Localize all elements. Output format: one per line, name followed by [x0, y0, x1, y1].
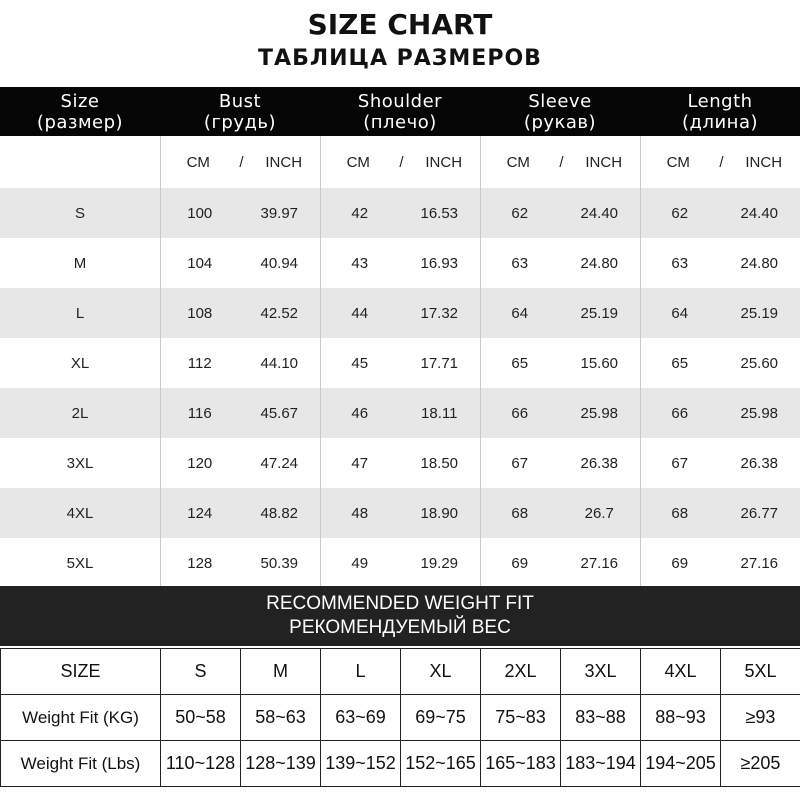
bust-cm: 104 [187, 254, 213, 272]
column-header [0, 87, 160, 136]
length-cell [640, 488, 800, 538]
bust-cell [160, 188, 320, 238]
sleeve-cm: 66 [511, 404, 529, 422]
weight-cell: 69~75 [401, 695, 481, 741]
bust-inch: 45.67 [260, 404, 299, 422]
shoulder-inch: 16.93 [420, 254, 459, 272]
shoulder-cell [320, 488, 480, 538]
weight-cell: 110~128 [161, 741, 241, 787]
weight-fit-header [0, 586, 800, 646]
column-header-ru: (длина) [682, 111, 758, 133]
shoulder-cell [320, 288, 480, 338]
unit-cell [480, 136, 640, 188]
table-row [0, 438, 800, 488]
bust-inch: 48.82 [260, 504, 299, 522]
length-inch: 25.19 [740, 304, 779, 322]
weight-row-lbs [1, 741, 800, 787]
unit-cm: CM [666, 153, 690, 171]
weight-cell: M [241, 649, 321, 695]
table-row [0, 188, 800, 238]
table-row [0, 388, 800, 438]
sleeve-cm: 69 [511, 554, 529, 572]
length-cell [640, 538, 800, 588]
column-header-en: Size [60, 90, 100, 112]
sleeve-cell [480, 438, 640, 488]
column-header [160, 87, 320, 136]
bust-cell [160, 288, 320, 338]
shoulder-cell [320, 438, 480, 488]
sleeve-cm: 62 [511, 204, 529, 222]
length-cm: 64 [671, 304, 689, 322]
bust-cell [160, 338, 320, 388]
bust-cell [160, 538, 320, 588]
shoulder-inch: 18.50 [420, 454, 459, 472]
table-row [0, 488, 800, 538]
bust-inch: 44.10 [260, 354, 299, 372]
bust-cell [160, 438, 320, 488]
length-inch: 25.98 [740, 404, 779, 422]
sleeve-inch: 25.19 [580, 304, 619, 322]
weight-row-label: SIZE [1, 649, 161, 695]
unit-cm: CM [506, 153, 530, 171]
unit-inch: INCH [425, 153, 463, 171]
unit-inch: INCH [745, 153, 783, 171]
length-inch: 25.60 [740, 354, 779, 372]
sleeve-inch: 24.40 [580, 204, 619, 222]
shoulder-cell [320, 238, 480, 288]
weight-cell: S [161, 649, 241, 695]
size-label: 5XL [66, 554, 94, 572]
weight-cell: 83~88 [561, 695, 641, 741]
table-row [0, 338, 800, 388]
weight-cell: 88~93 [641, 695, 721, 741]
weight-cell: 165~183 [481, 741, 561, 787]
sleeve-cell [480, 238, 640, 288]
sleeve-inch: 24.80 [580, 254, 619, 272]
bust-inch: 42.52 [260, 304, 299, 322]
length-inch: 26.77 [740, 504, 779, 522]
sleeve-cm: 65 [511, 354, 529, 372]
weight-cell: 4XL [641, 649, 721, 695]
shoulder-cell [320, 538, 480, 588]
size-label: S [74, 204, 85, 222]
shoulder-cm: 47 [351, 454, 369, 472]
column-header-en: Bust [218, 90, 262, 112]
weight-fit-table [0, 648, 800, 787]
size-label: 3XL [66, 454, 94, 472]
bust-cm: 112 [187, 354, 212, 372]
length-cell [640, 438, 800, 488]
bust-inch: 50.39 [260, 554, 299, 572]
weight-cell: 194~205 [641, 741, 721, 787]
bust-cm: 124 [187, 504, 213, 522]
sleeve-cell [480, 338, 640, 388]
shoulder-cell [320, 388, 480, 438]
unit-cm: CM [346, 153, 370, 171]
shoulder-cm: 46 [351, 404, 369, 422]
weight-cell: 50~58 [161, 695, 241, 741]
column-header [480, 87, 640, 136]
weight-row-kg [1, 695, 800, 741]
unit-inch: INCH [585, 153, 623, 171]
shoulder-cell [320, 338, 480, 388]
sleeve-inch: 26.38 [580, 454, 619, 472]
unit-inch: INCH [265, 153, 303, 171]
length-inch: 27.16 [740, 554, 779, 572]
bust-cell [160, 388, 320, 438]
sleeve-cm: 64 [511, 304, 529, 322]
bust-inch: 40.94 [260, 254, 299, 272]
length-cell [640, 188, 800, 238]
size-label: 4XL [66, 504, 94, 522]
column-header-en: Sleeve [528, 90, 592, 112]
weight-row-header [1, 649, 800, 695]
length-inch: 24.40 [740, 204, 779, 222]
sleeve-cell [480, 288, 640, 338]
weight-fit-title-ru: РЕКОМЕНДУЕМЫЙ ВЕС [289, 617, 511, 638]
sleeve-cm: 67 [511, 454, 529, 472]
weight-row-label: Weight Fit (KG) [1, 695, 161, 741]
shoulder-inch: 19.29 [420, 554, 459, 572]
bust-inch: 39.97 [260, 204, 299, 222]
shoulder-inch: 16.53 [420, 204, 459, 222]
unit-separator: / [719, 153, 724, 171]
sleeve-cell [480, 538, 640, 588]
shoulder-inch: 18.11 [421, 404, 458, 422]
column-header-ru: (размер) [36, 111, 124, 133]
sleeve-cell [480, 188, 640, 238]
column-header-ru: (грудь) [203, 111, 277, 133]
weight-cell: 3XL [561, 649, 641, 695]
sleeve-inch: 27.16 [580, 554, 619, 572]
column-header-en: Shoulder [357, 90, 443, 112]
shoulder-cm: 43 [351, 254, 369, 272]
weight-cell: ≥93 [721, 695, 800, 741]
shoulder-cm: 48 [351, 504, 369, 522]
sleeve-cell [480, 488, 640, 538]
bust-cm: 116 [187, 404, 212, 422]
sleeve-inch: 25.98 [580, 404, 619, 422]
unit-row [0, 136, 800, 188]
weight-cell: 75~83 [481, 695, 561, 741]
length-cm: 69 [671, 554, 689, 572]
shoulder-cm: 45 [351, 354, 369, 372]
shoulder-cm: 42 [351, 204, 369, 222]
weight-cell: 183~194 [561, 741, 641, 787]
shoulder-inch: 18.90 [420, 504, 459, 522]
sleeve-cm: 68 [511, 504, 529, 522]
length-cm: 68 [671, 504, 689, 522]
shoulder-inch: 17.32 [420, 304, 459, 322]
sleeve-inch: 26.7 [584, 504, 614, 522]
sleeve-cell [480, 388, 640, 438]
length-inch: 26.38 [740, 454, 779, 472]
bust-cell [160, 488, 320, 538]
size-label: XL [70, 354, 90, 372]
weight-cell: 5XL [721, 649, 800, 695]
page-title: SIZE CHART [307, 8, 493, 41]
shoulder-cell [320, 188, 480, 238]
size-label: M [73, 254, 87, 272]
unit-cm: CM [186, 153, 210, 171]
bust-cm: 108 [187, 304, 213, 322]
page-subtitle: ТАБЛИЦА РАЗМЕРОВ [258, 46, 542, 71]
shoulder-cm: 49 [351, 554, 369, 572]
unit-separator: / [399, 153, 404, 171]
length-cell [640, 388, 800, 438]
weight-cell: 2XL [481, 649, 561, 695]
length-inch: 24.80 [740, 254, 779, 272]
weight-cell: L [321, 649, 401, 695]
length-cm: 66 [671, 404, 689, 422]
column-header-en: Length [687, 90, 753, 112]
table-row [0, 288, 800, 338]
weight-cell: ≥205 [721, 741, 800, 787]
bust-cell [160, 238, 320, 288]
unit-separator: / [559, 153, 564, 171]
unit-cell [320, 136, 480, 188]
weight-cell: XL [401, 649, 481, 695]
unit-cell [640, 136, 800, 188]
column-header [640, 87, 800, 136]
size-cell [0, 136, 160, 188]
length-cm: 65 [671, 354, 689, 372]
bust-cm: 128 [187, 554, 213, 572]
column-header-ru: (плечо) [363, 111, 437, 133]
size-table-header [0, 87, 800, 136]
unit-separator: / [239, 153, 244, 171]
size-label: 2L [71, 404, 89, 422]
bust-cm: 100 [187, 204, 213, 222]
weight-cell: 152~165 [401, 741, 481, 787]
table-row [0, 538, 800, 588]
weight-cell: 63~69 [321, 695, 401, 741]
sleeve-inch: 15.60 [580, 354, 619, 372]
weight-cell: 139~152 [321, 741, 401, 787]
size-table [0, 136, 800, 588]
table-row [0, 238, 800, 288]
length-cell [640, 288, 800, 338]
weight-fit-title-en: RECOMMENDED WEIGHT FIT [266, 593, 534, 614]
unit-cell [160, 136, 320, 188]
length-cm: 62 [671, 204, 689, 222]
column-header-ru: (рукав) [523, 111, 597, 133]
size-label: L [75, 304, 85, 322]
length-cm: 63 [671, 254, 689, 272]
length-cm: 67 [671, 454, 689, 472]
length-cell [640, 338, 800, 388]
bust-inch: 47.24 [260, 454, 299, 472]
length-cell [640, 238, 800, 288]
bust-cm: 120 [187, 454, 213, 472]
sleeve-cm: 63 [511, 254, 529, 272]
weight-cell: 58~63 [241, 695, 321, 741]
shoulder-inch: 17.71 [420, 354, 459, 372]
weight-cell: 128~139 [241, 741, 321, 787]
shoulder-cm: 44 [351, 304, 369, 322]
column-header [320, 87, 480, 136]
weight-row-label: Weight Fit (Lbs) [1, 741, 161, 787]
